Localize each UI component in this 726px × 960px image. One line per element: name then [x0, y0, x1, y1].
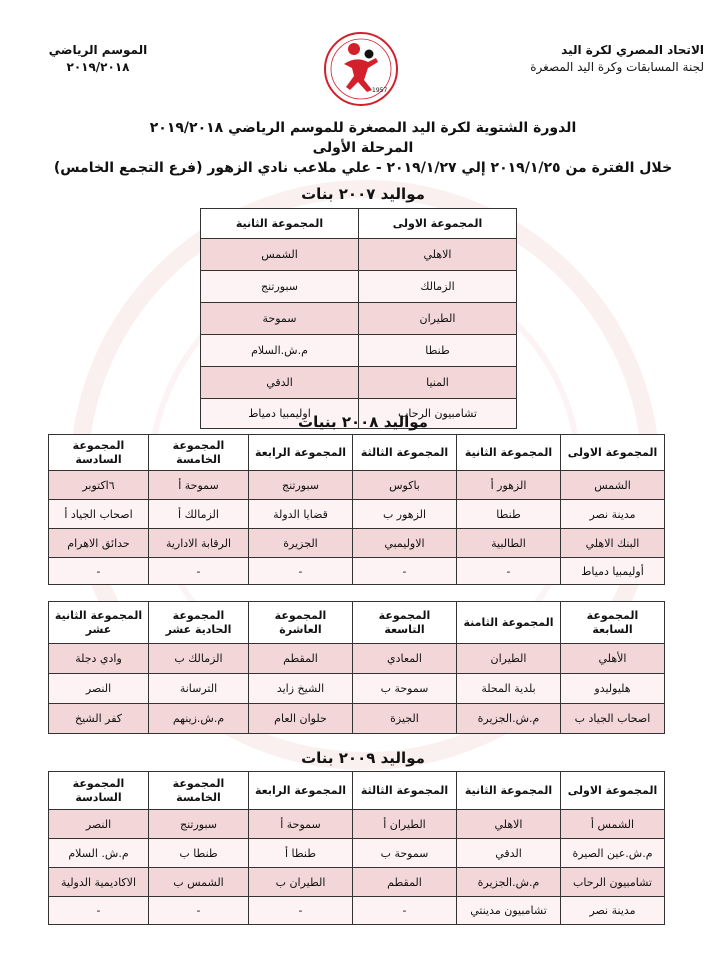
logo-year: 1957 — [372, 87, 388, 94]
table-header: المجموعة الثانية — [457, 435, 561, 471]
table-cell: طنطا أ — [249, 839, 353, 868]
title-line-3: خلال الفترة من ٢٠١٩/١/٢٥ إلي ٢٠١٩/١/٢٧ - علي ملاعب نادي الزهور (فرع التجمع الخامس) — [53, 160, 673, 176]
title-line-1: الدورة الشتوية لكرة اليد المصغرة للموسم الرياضي ٢٠١٩/٢٠١٨ — [149, 120, 577, 136]
table-cell: المنيا — [359, 367, 517, 399]
table-cell: الطالبية — [457, 529, 561, 558]
table-header: المجموعة السادسة — [49, 772, 149, 810]
table-header: المجموعة العاشرة — [249, 602, 353, 644]
table-cell: الطيران — [359, 303, 517, 335]
header-season — [18, 42, 178, 76]
table-cell: المقطم — [353, 868, 457, 897]
header-organization — [454, 42, 704, 76]
table-cell: حدائق الاهرام — [49, 529, 149, 558]
table-cell: قضايا الدولة — [249, 500, 353, 529]
table-cell: الزمالك أ — [149, 500, 249, 529]
table-cell: - — [149, 558, 249, 585]
table-cell: - — [249, 558, 353, 585]
table-header: المجموعة الحادية عشر — [149, 602, 249, 644]
table-cell: الأهلي — [561, 644, 665, 674]
table-header: المجموعة الثانية عشر — [49, 602, 149, 644]
table-cell: تشامبيون مدينتي — [457, 897, 561, 925]
table-cell: الزمالك ب — [149, 644, 249, 674]
table-header: المجموعة الثامنة — [457, 602, 561, 644]
table-cell: م.ش.السلام — [201, 335, 359, 367]
table-cell: م.ش.زينهم — [149, 704, 249, 734]
table-cell: سموحة — [201, 303, 359, 335]
table-cell: - — [49, 897, 149, 925]
table-cell: سموحة ب — [353, 674, 457, 704]
table-cell: سموحة أ — [249, 810, 353, 839]
table-cell: البنك الاهلي — [561, 529, 665, 558]
table-cell: م.ش.عين الصيرة — [561, 839, 665, 868]
table-header: المجموعة الاولى — [359, 209, 517, 239]
table-header: المجموعة الرابعة — [249, 435, 353, 471]
table-cell: الدقي — [201, 367, 359, 399]
table-cell: المعادي — [353, 644, 457, 674]
table-cell: م.ش.الجزيرة — [457, 704, 561, 734]
table-cell: مدينة نصر — [561, 897, 665, 925]
document-title — [40, 118, 686, 178]
table-cell: الدقي — [457, 839, 561, 868]
table-cell: الترسانة — [149, 674, 249, 704]
groups-table-2007 — [200, 208, 517, 429]
table-header: المجموعة السابعة — [561, 602, 665, 644]
table-cell: م.ش.الجزيرة — [457, 868, 561, 897]
table-cell: الرقابة الادارية — [149, 529, 249, 558]
groups-table-2008-a — [48, 434, 665, 585]
table-cell: الطيران — [457, 644, 561, 674]
groups-table-2009 — [48, 771, 665, 925]
table-header: المجموعة الثالثة — [353, 772, 457, 810]
table-cell: ٦اكتوبر — [49, 471, 149, 500]
table-header: المجموعة الثانية — [201, 209, 359, 239]
section-title-2008: مواليد ٢٠٠٨ بنيات — [298, 413, 428, 431]
table-cell: بلدية المحلة — [457, 674, 561, 704]
table-cell: اصحاب الجياد ب — [561, 704, 665, 734]
table-cell: طنطا — [359, 335, 517, 367]
table-cell: المقطم — [249, 644, 353, 674]
table-cell: الطيران أ — [353, 810, 457, 839]
table-cell: الزمالك — [359, 271, 517, 303]
table-cell: سموحة أ — [149, 471, 249, 500]
table-cell: - — [353, 897, 457, 925]
table-cell: هليوليدو — [561, 674, 665, 704]
table-cell: الاكاديمية الدولية — [49, 868, 149, 897]
table-header: المجموعة التاسعة — [353, 602, 457, 644]
table-cell: سبورتنج — [149, 810, 249, 839]
table-cell: أوليمبيا دمياط — [561, 558, 665, 585]
table-cell: تشامبيون الرحاب — [359, 399, 517, 429]
table-cell: - — [149, 897, 249, 925]
table-header: المجموعة الثالثة — [353, 435, 457, 471]
table-cell: وادي دجلة — [49, 644, 149, 674]
table-cell: الاهلي — [457, 810, 561, 839]
table-cell: الاوليمبي — [353, 529, 457, 558]
table-cell: طنطا — [457, 500, 561, 529]
table-header: المجموعة السادسة — [49, 435, 149, 471]
table-cell: الشمس — [201, 239, 359, 271]
table-cell: الجزيرة — [249, 529, 353, 558]
table-cell: - — [49, 558, 149, 585]
table-cell: الشمس ب — [149, 868, 249, 897]
federation-logo-icon — [322, 30, 400, 108]
table-cell: باكوس — [353, 471, 457, 500]
table-header: المجموعة الخامسة — [149, 435, 249, 471]
table-header: المجموعة الثانية — [457, 772, 561, 810]
table-cell: سبورتنج — [201, 271, 359, 303]
table-cell: اوليمبيا دمياط — [201, 399, 359, 429]
section-title-2009: مواليد ٢٠٠٩ بنات — [301, 749, 425, 767]
table-cell: كفر الشيخ — [49, 704, 149, 734]
title-line-2: المرحلة الأولى — [312, 140, 414, 156]
federation-name: الاتحاد المصري لكرة اليد — [561, 43, 704, 57]
table-cell: الشمس أ — [561, 810, 665, 839]
section-title-2007: مواليد ٢٠٠٧ بنات — [301, 185, 425, 203]
table-cell: - — [457, 558, 561, 585]
table-cell: الاهلي — [359, 239, 517, 271]
table-cell: الشمس — [561, 471, 665, 500]
committee-name: لجنة المسابقات وكرة اليد المصغرة — [530, 60, 704, 74]
table-cell: تشامبيون الرحاب — [561, 868, 665, 897]
table-cell: الجيزة — [353, 704, 457, 734]
season-years: ٢٠١٩/٢٠١٨ — [66, 60, 130, 74]
table-cell: الشيخ زايد — [249, 674, 353, 704]
table-header: المجموعة الاولى — [561, 435, 665, 471]
table-header: المجموعة الرابعة — [249, 772, 353, 810]
table-header: المجموعة الاولى — [561, 772, 665, 810]
table-cell: حلوان العام — [249, 704, 353, 734]
table-cell: الزهور أ — [457, 471, 561, 500]
table-cell: سبورتنج — [249, 471, 353, 500]
season-label: الموسم الرياضي — [48, 43, 148, 57]
table-header: المجموعة الخامسة — [149, 772, 249, 810]
table-cell: النصر — [49, 674, 149, 704]
table-cell: الزهور ب — [353, 500, 457, 529]
table-cell: الطيران ب — [249, 868, 353, 897]
table-cell: اصحاب الجياد أ — [49, 500, 149, 529]
table-cell: - — [249, 897, 353, 925]
table-cell: سموحة ب — [353, 839, 457, 868]
table-cell: م.ش. السلام — [49, 839, 149, 868]
table-cell: مدينة نصر — [561, 500, 665, 529]
table-cell: - — [353, 558, 457, 585]
table-cell: النصر — [49, 810, 149, 839]
groups-table-2008-b — [48, 601, 665, 734]
table-cell: طنطا ب — [149, 839, 249, 868]
